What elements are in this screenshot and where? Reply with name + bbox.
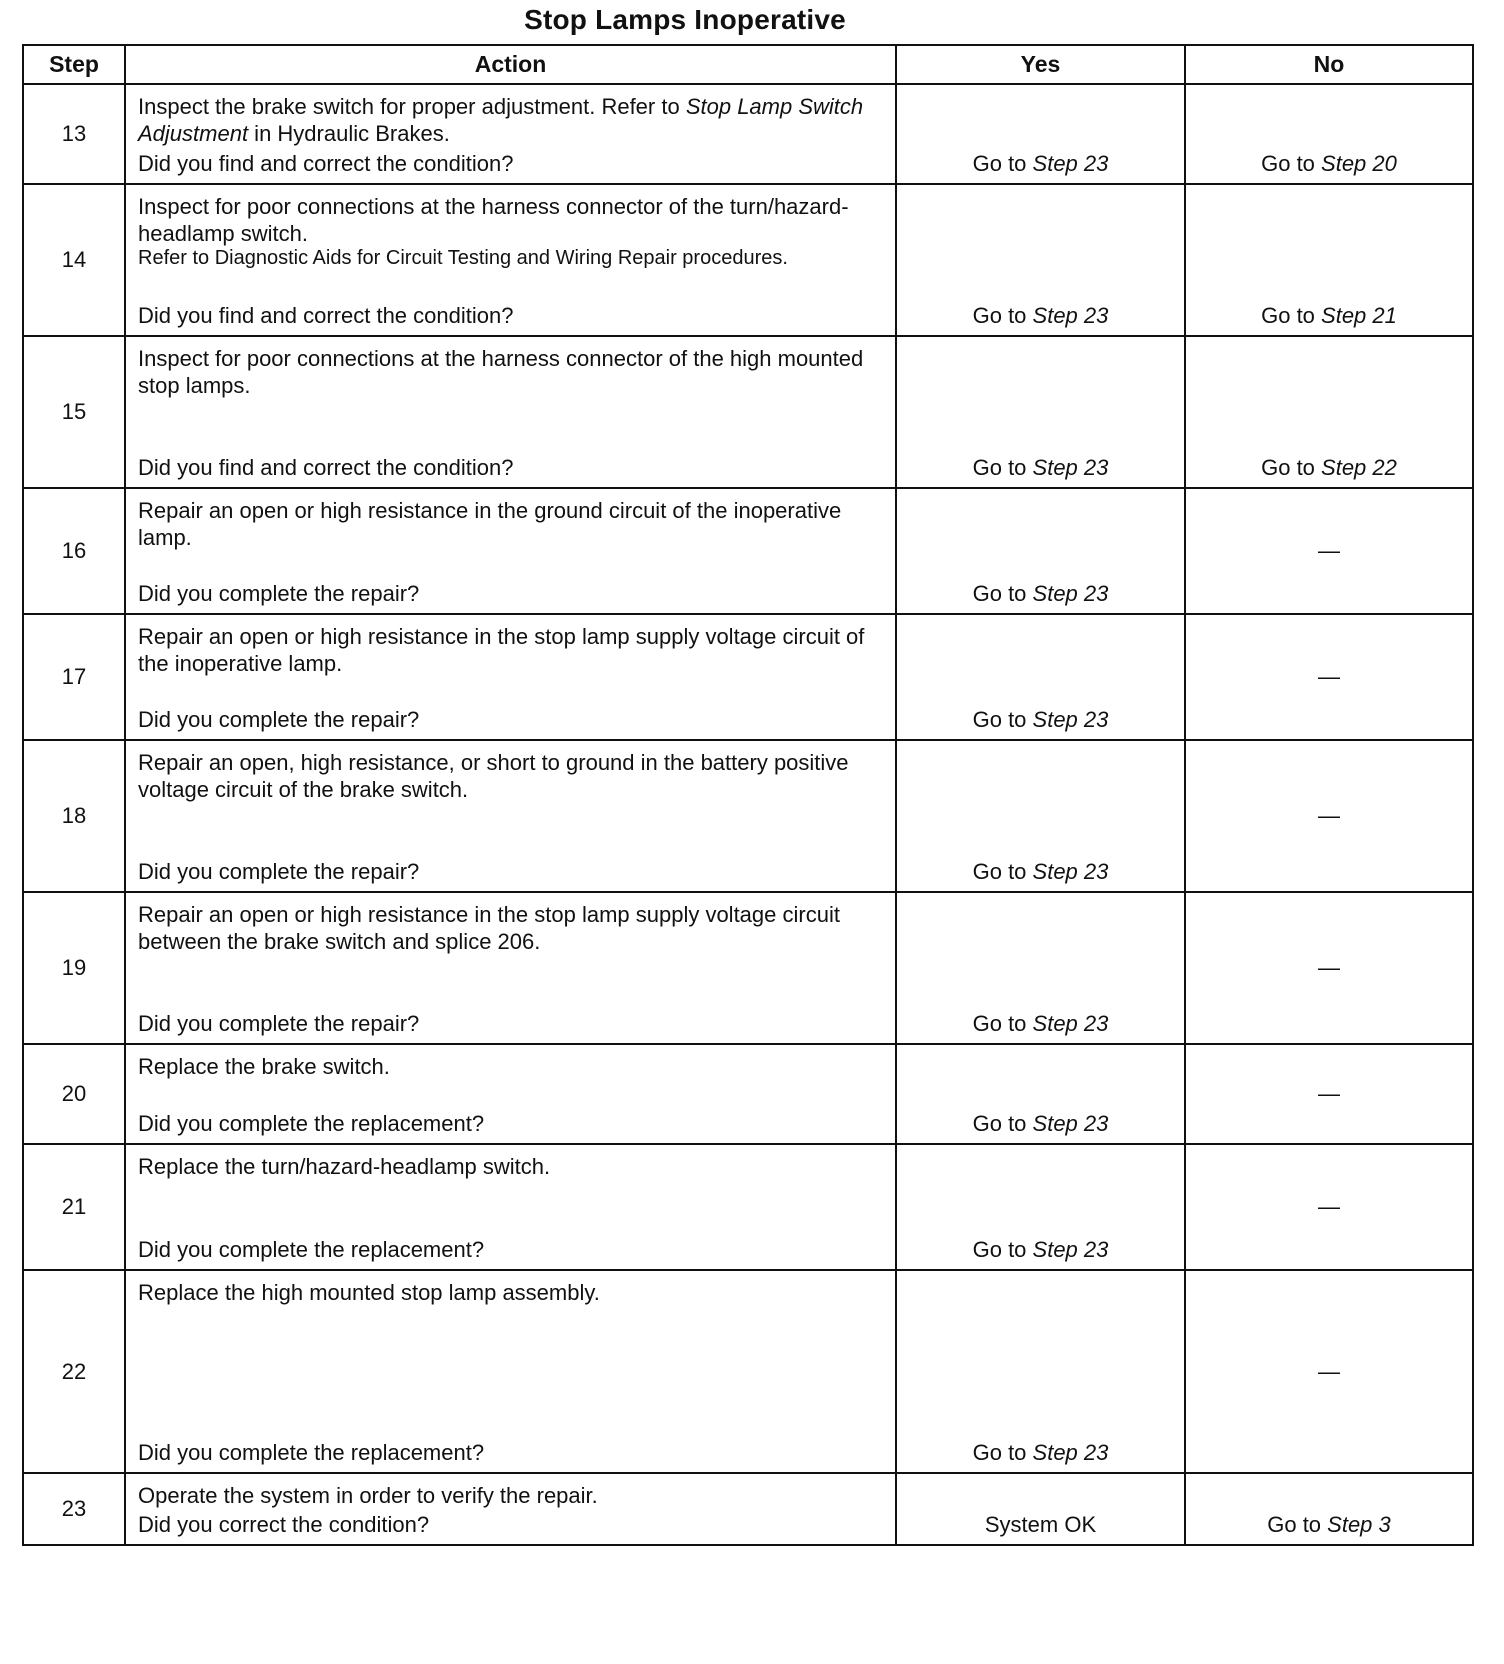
action-fragment: Replace the high mounted stop lamp assembly. (138, 1280, 600, 1305)
step-number: 13 (23, 84, 125, 184)
outcome-text (897, 1236, 1184, 1263)
outcome-text (897, 150, 1184, 177)
action-text (126, 1045, 895, 1080)
outcome-text (897, 454, 1184, 481)
no-cell (1185, 740, 1473, 892)
no-outcome-dash: — (1318, 803, 1340, 828)
no-outcome-dash: — (1318, 955, 1340, 980)
table-row-step-15 (23, 336, 1473, 488)
yes-cell (896, 614, 1185, 740)
step-reference: Step 23 (1032, 1237, 1109, 1262)
outcome-text (897, 1439, 1184, 1466)
step-number: 16 (23, 488, 125, 614)
action-note: Refer to Diagnostic Aids for Circuit Testing and Wiring Repair procedures. (138, 247, 788, 269)
step-reference: Step 23 (1032, 1440, 1109, 1465)
step-number: 15 (23, 336, 125, 488)
diagnostic-table (22, 44, 1474, 1546)
yes-cell (896, 1473, 1185, 1545)
table-row-step-22 (23, 1270, 1473, 1473)
table-row-step-18 (23, 740, 1473, 892)
step-reference: Step 21 (1321, 303, 1397, 328)
action-cell (125, 892, 896, 1044)
outcome-prefix: Go to (972, 707, 1033, 732)
action-cell (125, 1144, 896, 1270)
header-step: Step (23, 45, 125, 84)
step-reference: Step 20 (1321, 151, 1397, 176)
yes-cell (896, 740, 1185, 892)
outcome-text (1186, 1511, 1472, 1538)
action-text (126, 1474, 895, 1509)
action-cell (125, 488, 896, 614)
no-cell (1185, 336, 1473, 488)
action-question: Did you complete the repair? (138, 859, 420, 884)
table-row-step-17 (23, 614, 1473, 740)
page-title: Stop Lamps Inoperative (524, 4, 846, 35)
action-cell (125, 1270, 896, 1473)
action-text (126, 337, 895, 399)
step-reference: Step 23 (1032, 151, 1109, 176)
step-number: 20 (23, 1044, 125, 1144)
outcome-label: System OK (984, 1512, 1097, 1537)
no-cell (1185, 184, 1473, 336)
action-cell (125, 184, 896, 336)
no-cell (1185, 614, 1473, 740)
table-row-step-19 (23, 892, 1473, 1044)
action-text (126, 489, 895, 551)
action-fragment: in Hydraulic Brakes. (248, 121, 450, 146)
action-fragment: Repair an open, high resistance, or short to ground in the battery positive voltage circuit of the brake switch. (138, 750, 849, 802)
outcome-prefix: Go to (972, 151, 1033, 176)
action-text (126, 85, 895, 147)
outcome-text (897, 302, 1184, 329)
outcome-text (897, 858, 1184, 885)
step-reference: Step 3 (1327, 1512, 1391, 1537)
action-cell (125, 1473, 896, 1545)
no-outcome-dash: — (1318, 1358, 1340, 1384)
yes-cell (896, 1270, 1185, 1473)
action-question: Did you find and correct the condition? (138, 303, 514, 328)
yes-cell (896, 336, 1185, 488)
outcome-prefix: Go to (972, 1111, 1033, 1136)
no-cell (1185, 1144, 1473, 1270)
table-row-step-16 (23, 488, 1473, 614)
step-number: 22 (23, 1270, 125, 1473)
outcome-text (897, 580, 1184, 607)
action-text (126, 185, 895, 247)
action-fragment: Repair an open or high resistance in the stop lamp supply voltage circuit of the inoperative lamp. (138, 624, 865, 676)
action-fragment: Inspect for poor connections at the harness connector of the turn/hazard-headlamp switch. (138, 194, 849, 246)
yes-cell (896, 84, 1185, 184)
outcome-text (1186, 302, 1472, 329)
step-number: 23 (23, 1473, 125, 1545)
outcome-prefix: Go to (972, 303, 1033, 328)
table-row-step-21 (23, 1144, 1473, 1270)
action-fragment: Repair an open or high resistance in the stop lamp supply voltage circuit between the brake switch and splice 206. (138, 902, 840, 954)
table-row-step-23 (23, 1473, 1473, 1545)
yes-cell (896, 892, 1185, 1044)
step-number: 18 (23, 740, 125, 892)
outcome-text (1186, 150, 1472, 177)
no-outcome-dash: — (1318, 1194, 1340, 1219)
action-question: Did you find and correct the condition? (138, 455, 514, 480)
action-question: Did you find and correct the condition? (138, 151, 514, 176)
action-reference: Stop Lamp Switch Adjustment (138, 94, 864, 146)
no-cell (1185, 84, 1473, 184)
outcome-prefix: Go to (972, 455, 1033, 480)
step-reference: Step 23 (1032, 707, 1109, 732)
outcome-text (897, 706, 1184, 733)
outcome-text (897, 1110, 1184, 1137)
step-reference: Step 23 (1032, 859, 1109, 884)
action-text (126, 1271, 895, 1306)
no-cell (1185, 488, 1473, 614)
outcome-text (897, 1010, 1184, 1037)
step-number: 14 (23, 184, 125, 336)
table-row-step-20 (23, 1044, 1473, 1144)
action-cell (125, 84, 896, 184)
step-number: 19 (23, 892, 125, 1044)
outcome-prefix: Go to (972, 1011, 1033, 1036)
outcome-prefix: Go to (972, 1440, 1033, 1465)
step-number: 17 (23, 614, 125, 740)
outcome-prefix: Go to (1261, 455, 1322, 480)
no-outcome-dash: — (1318, 664, 1340, 689)
yes-cell (896, 488, 1185, 614)
outcome-prefix: Go to (1261, 303, 1322, 328)
step-number: 21 (23, 1144, 125, 1270)
outcome-prefix: Go to (972, 859, 1033, 884)
header-no: No (1185, 45, 1473, 84)
no-cell (1185, 892, 1473, 1044)
action-fragment: Operate the system in order to verify the repair. (138, 1483, 598, 1508)
table-header-row (23, 45, 1473, 84)
step-reference: Step 23 (1032, 1111, 1109, 1136)
action-text (126, 741, 895, 803)
no-cell (1185, 1270, 1473, 1473)
action-fragment: Inspect for poor connections at the harness connector of the high mounted stop lamps. (138, 346, 864, 398)
action-question: Did you complete the replacement? (138, 1111, 485, 1136)
outcome-text (897, 1511, 1184, 1538)
table-row-step-14 (23, 184, 1473, 336)
action-question: Did you complete the repair? (138, 1011, 420, 1036)
step-reference: Step 23 (1032, 303, 1109, 328)
yes-cell (896, 1144, 1185, 1270)
action-cell (125, 614, 896, 740)
no-cell (1185, 1473, 1473, 1545)
step-reference: Step 22 (1321, 455, 1397, 480)
action-text (126, 893, 895, 955)
table-row-step-13 (23, 84, 1473, 184)
table-body (23, 84, 1473, 1545)
action-question: Did you correct the condition? (138, 1512, 430, 1537)
outcome-prefix: Go to (972, 1237, 1033, 1262)
action-cell (125, 336, 896, 488)
yes-cell (896, 1044, 1185, 1144)
action-question: Did you complete the replacement? (138, 1440, 485, 1465)
action-question: Did you complete the repair? (138, 707, 420, 732)
action-text (126, 1145, 895, 1180)
action-question: Did you complete the repair? (138, 581, 420, 606)
action-text (126, 615, 895, 677)
step-reference: Step 23 (1032, 581, 1109, 606)
outcome-text (1186, 454, 1472, 481)
action-fragment: Repair an open or high resistance in the ground circuit of the inoperative lamp. (138, 498, 842, 550)
action-fragment: Replace the brake switch. (138, 1054, 390, 1079)
outcome-prefix: Go to (1261, 151, 1322, 176)
header-action: Action (125, 45, 896, 84)
no-cell (1185, 1044, 1473, 1144)
yes-cell (896, 184, 1185, 336)
outcome-prefix: Go to (1267, 1512, 1328, 1537)
no-outcome-dash: — (1318, 538, 1340, 563)
outcome-prefix: Go to (972, 581, 1033, 606)
step-reference: Step 23 (1032, 1011, 1109, 1036)
action-cell (125, 1044, 896, 1144)
action-question: Did you complete the replacement? (138, 1237, 485, 1262)
step-reference: Step 23 (1032, 455, 1109, 480)
action-cell (125, 740, 896, 892)
action-fragment: Replace the turn/hazard-headlamp switch. (138, 1154, 551, 1179)
action-fragment: Inspect the brake switch for proper adjustment. Refer to (138, 94, 686, 119)
header-yes: Yes (896, 45, 1185, 84)
no-outcome-dash: — (1318, 1081, 1340, 1106)
